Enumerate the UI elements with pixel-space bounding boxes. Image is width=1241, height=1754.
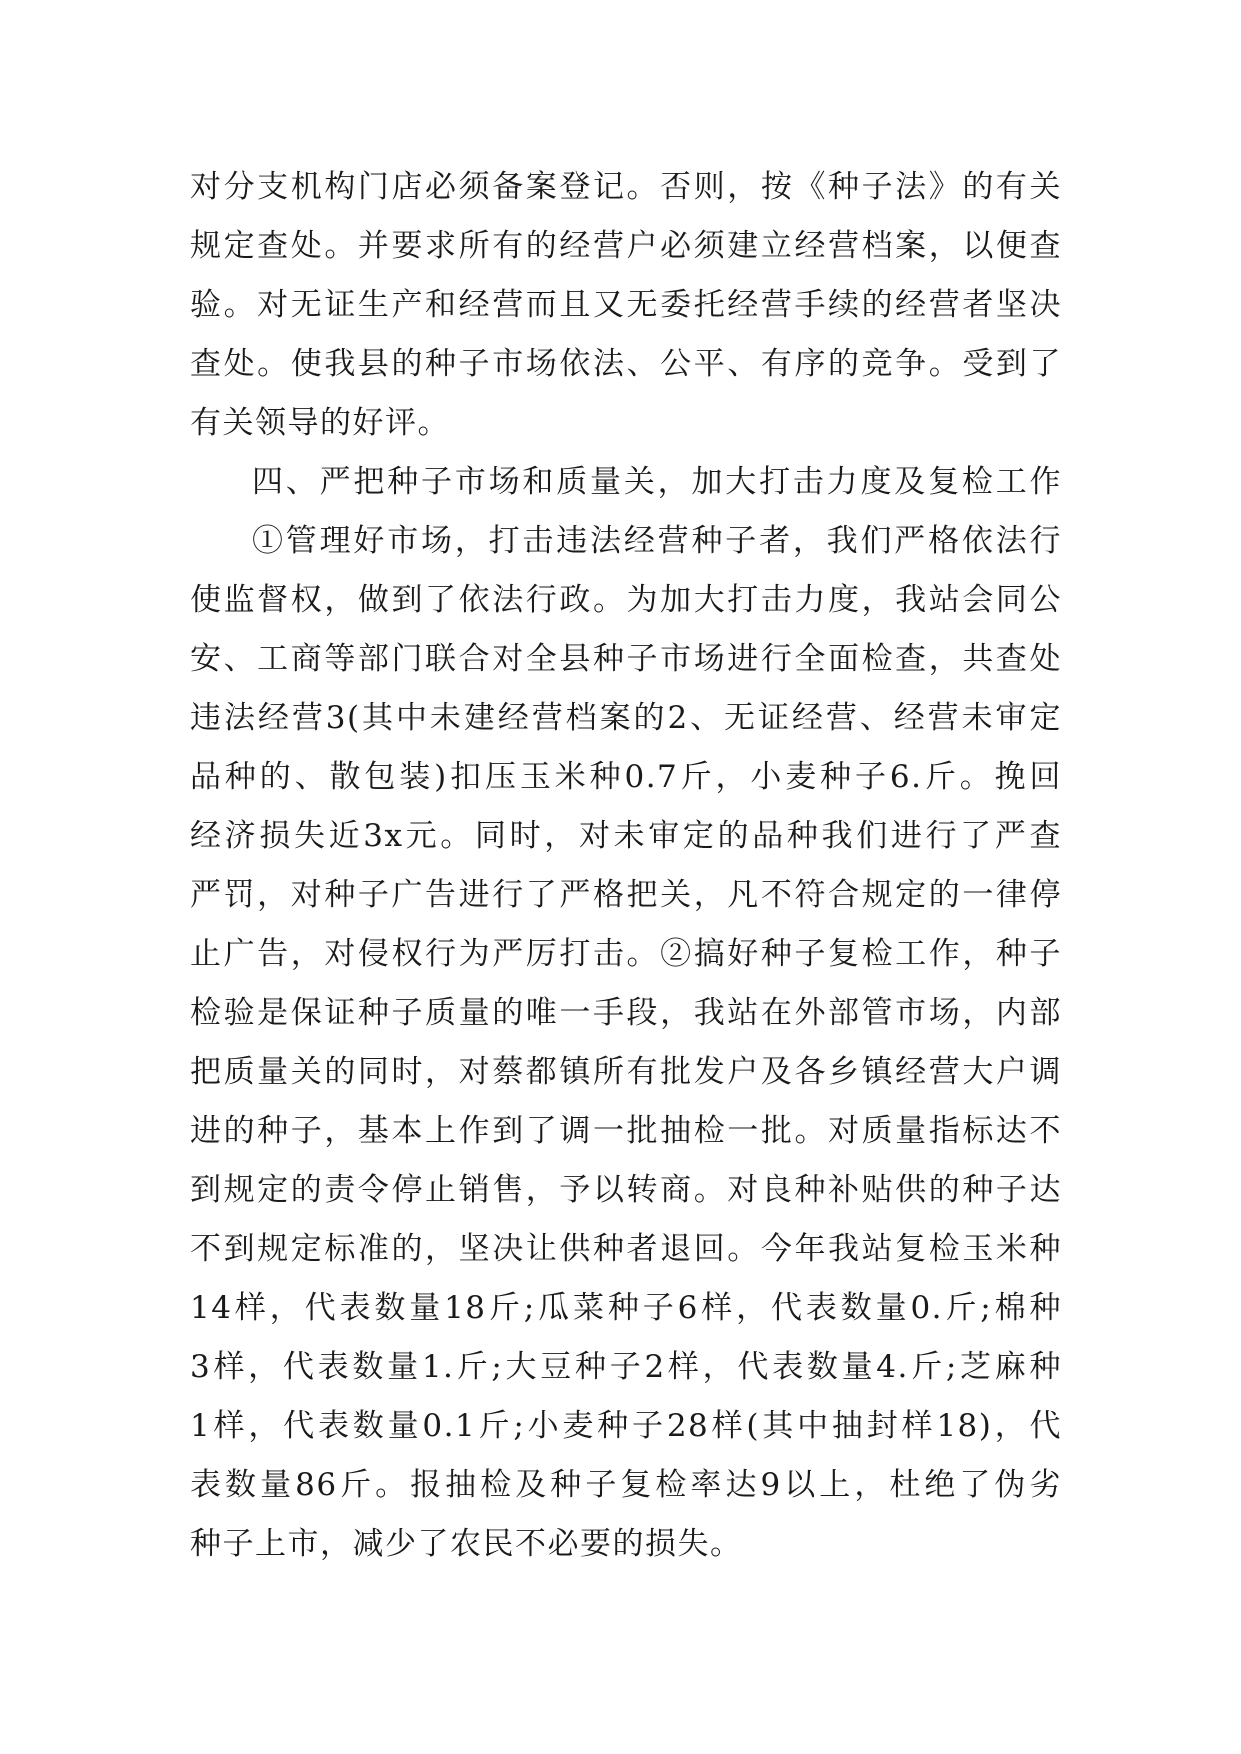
text-line: 查处。使我县的种子市场依法、公平、有序的竞争。受到了 xyxy=(190,346,1062,382)
text-line: 把质量关的同时，对蔡都镇所有批发户及各乡镇经营大户调 xyxy=(190,1054,1062,1090)
text-line: 品种的、散包装)扣压玉米种0.7斤，小麦种子6.斤。挽回 xyxy=(190,759,1062,795)
text-line: 不到规定标准的，坚决让供种者退回。今年我站复检玉米种 xyxy=(190,1231,1062,1267)
text-line: 3样，代表数量1.斤;大豆种子2样，代表数量4.斤;芝麻种 xyxy=(190,1349,1062,1385)
document-body xyxy=(190,158,1062,1574)
text-line: 14样，代表数量18斤;瓜菜种子6样，代表数量0.斤;棉种 xyxy=(190,1290,1062,1326)
text-line: 有关领导的好评。 xyxy=(190,405,450,441)
text-line: 验。对无证生产和经营而且又无委托经营手续的经营者坚决 xyxy=(190,287,1062,323)
text-line: 种子上市，减少了农民不必要的损失。 xyxy=(190,1526,743,1562)
text-line: 对分支机构门店必须备案登记。否则，按《种子法》的有关 xyxy=(190,169,1062,205)
text-line: 使监督权，做到了依法行政。为加大打击力度，我站会同公 xyxy=(190,582,1062,618)
text-line: 表数量86斤。报抽检及种子复检率达9以上，杜绝了伪劣 xyxy=(190,1467,1062,1503)
text-line: 规定查处。并要求所有的经营户必须建立经营档案，以便查 xyxy=(190,228,1062,264)
text-line: 1样，代表数量0.1斤;小麦种子28样(其中抽封样18)，代 xyxy=(190,1408,1062,1444)
text-line: ①管理好市场，打击违法经营种子者，我们严格依法行 xyxy=(252,523,1062,559)
text-line: 到规定的责令停止销售，予以转商。对良种补贴供的种子达 xyxy=(190,1172,1062,1208)
text-line: 违法经营3(其中未建经营档案的2、无证经营、经营未审定 xyxy=(190,700,1062,736)
text-line: 经济损失近3x元。同时，对未审定的品种我们进行了严查 xyxy=(190,818,1062,854)
text-line: 检验是保证种子质量的唯一手段，我站在外部管市场，内部 xyxy=(190,995,1062,1031)
text-line: 止广告，对侵权行为严厉打击。②搞好种子复检工作，种子 xyxy=(190,936,1062,972)
text-line: 安、工商等部门联合对全县种子市场进行全面检查，共查处 xyxy=(190,641,1062,677)
text-line: 严罚，对种子广告进行了严格把关，凡不符合规定的一律停 xyxy=(190,877,1062,913)
text-line: 进的种子，基本上作到了调一批抽检一批。对质量指标达不 xyxy=(190,1113,1062,1149)
section-heading: 四、严把种子市场和质量关，加大打击力度及复检工作 xyxy=(252,464,1062,500)
